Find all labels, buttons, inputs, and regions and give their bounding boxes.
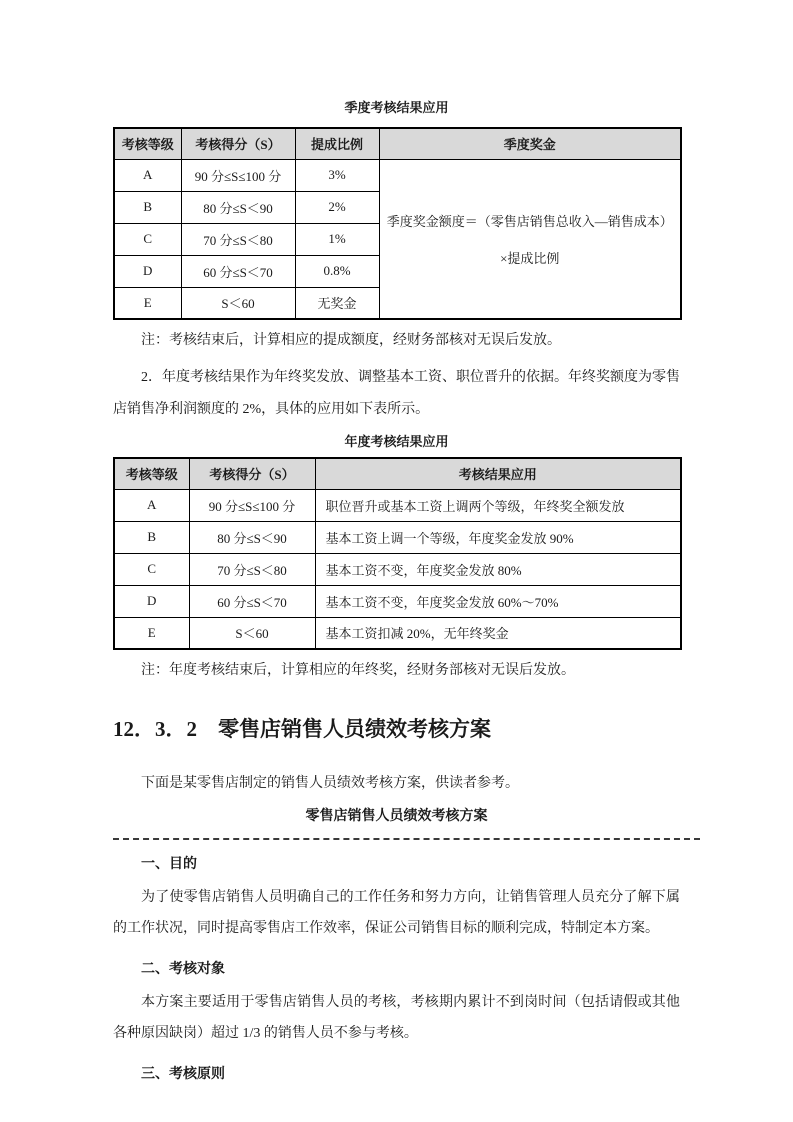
grade-cell: B — [114, 191, 181, 223]
quarterly-note: 注：考核结束后，计算相应的提成额度，经财务部核对无误后发放。 — [141, 333, 561, 348]
table-row — [114, 521, 681, 553]
score-cell: 70 分≤S＜80 — [181, 223, 295, 255]
header-score: 考核得分（S） — [181, 128, 295, 159]
grade-cell: C — [114, 553, 189, 585]
grade-cell: A — [114, 489, 189, 521]
quarterly-results-table — [113, 127, 682, 320]
score-cell: 90 分≤S≤100 分 — [189, 489, 315, 521]
table-row — [114, 489, 681, 521]
bonus-formula-cell — [379, 159, 681, 319]
score-cell: S＜60 — [189, 617, 315, 649]
score-cell: 90 分≤S≤100 分 — [181, 159, 295, 191]
bonus-formula-line1: 季度奖金额度＝（零售店销售总收入—销售成本） — [386, 213, 673, 229]
application-cell: 基本工资扣减 20%，无年终奖金 — [315, 617, 681, 649]
application-cell: 基本工资不变，年度奖金发放 80% — [315, 553, 681, 585]
section-heading: 12．3．2 零售店销售人员绩效考核方案 — [113, 717, 491, 741]
application-cell: 职位晋升或基本工资上调两个等级，年终奖全额发放 — [315, 489, 681, 521]
ratio-cell: 1% — [295, 223, 379, 255]
score-cell: 80 分≤S＜90 — [181, 191, 295, 223]
score-cell: 80 分≤S＜90 — [189, 521, 315, 553]
annual-results-table — [113, 457, 682, 650]
score-cell: 60 分≤S＜70 — [181, 255, 295, 287]
bonus-formula-line2: ×提成比例 — [500, 250, 560, 266]
grade-cell: E — [114, 287, 181, 319]
application-cell: 基本工资不变，年度奖金发放 60%～70% — [315, 585, 681, 617]
score-cell: 70 分≤S＜80 — [189, 553, 315, 585]
annual-note: 注：年度考核结束后，计算相应的年终奖，经财务部核对无误后发放。 — [141, 663, 575, 678]
grade-cell: D — [114, 255, 181, 287]
header-score: 考核得分（S） — [189, 458, 315, 489]
application-cell: 基本工资上调一个等级，年度奖金发放 90% — [315, 521, 681, 553]
score-cell: S＜60 — [181, 287, 295, 319]
item-heading-principles: 三、考核原则 — [141, 1066, 225, 1082]
annual-intro-paragraph: 2．年度考核结果作为年终奖发放、调整基本工资、职位晋升的依据。年终奖额度为零售店销售净利润额度的 2%，具体的应用如下表所示。 — [113, 370, 680, 417]
item-heading-purpose: 一、目的 — [141, 856, 197, 872]
header-grade: 考核等级 — [114, 128, 181, 159]
header-application: 考核结果应用 — [315, 458, 681, 489]
grade-cell: C — [114, 223, 181, 255]
grade-cell: E — [114, 617, 189, 649]
score-cell: 60 分≤S＜70 — [189, 585, 315, 617]
dashed-divider — [113, 838, 700, 840]
annual-table-caption: 年度考核结果应用 — [344, 434, 449, 449]
ratio-cell: 无奖金 — [295, 287, 379, 319]
document-content — [113, 0, 680, 1090]
ratio-cell: 0.8% — [295, 255, 379, 287]
table-row — [114, 617, 681, 649]
header-ratio: 提成比例 — [295, 128, 379, 159]
grade-cell: D — [114, 585, 189, 617]
ratio-cell: 2% — [295, 191, 379, 223]
item-body-targets: 本方案主要适用于零售店销售人员的考核，考核期内累计不到岗时间（包括请假或其他各种原因缺岗）超过 1/3 的销售人员不参与考核。 — [113, 994, 680, 1041]
header-grade: 考核等级 — [114, 458, 189, 489]
header-bonus: 季度奖金 — [379, 128, 681, 159]
table-header-row — [114, 128, 681, 159]
table-row — [114, 585, 681, 617]
item-heading-targets: 二、考核对象 — [141, 961, 225, 977]
table-row — [114, 553, 681, 585]
grade-cell: A — [114, 159, 181, 191]
grade-cell: B — [114, 521, 189, 553]
plan-title: 零售店销售人员绩效考核方案 — [305, 808, 488, 824]
table-row — [114, 159, 681, 191]
quarterly-table-caption: 季度考核结果应用 — [344, 100, 449, 115]
table-header-row — [114, 458, 681, 489]
item-body-purpose: 为了使零售店销售人员明确自己的工作任务和努力方向，让销售管理人员充分了解下属的工作状况，同时提高零售店工作效率，保证公司销售目标的顺利完成，特制定本方案。 — [113, 889, 680, 936]
ratio-cell: 3% — [295, 159, 379, 191]
section-intro-paragraph: 下面是某零售店制定的销售人员绩效考核方案，供读者参考。 — [141, 776, 519, 791]
